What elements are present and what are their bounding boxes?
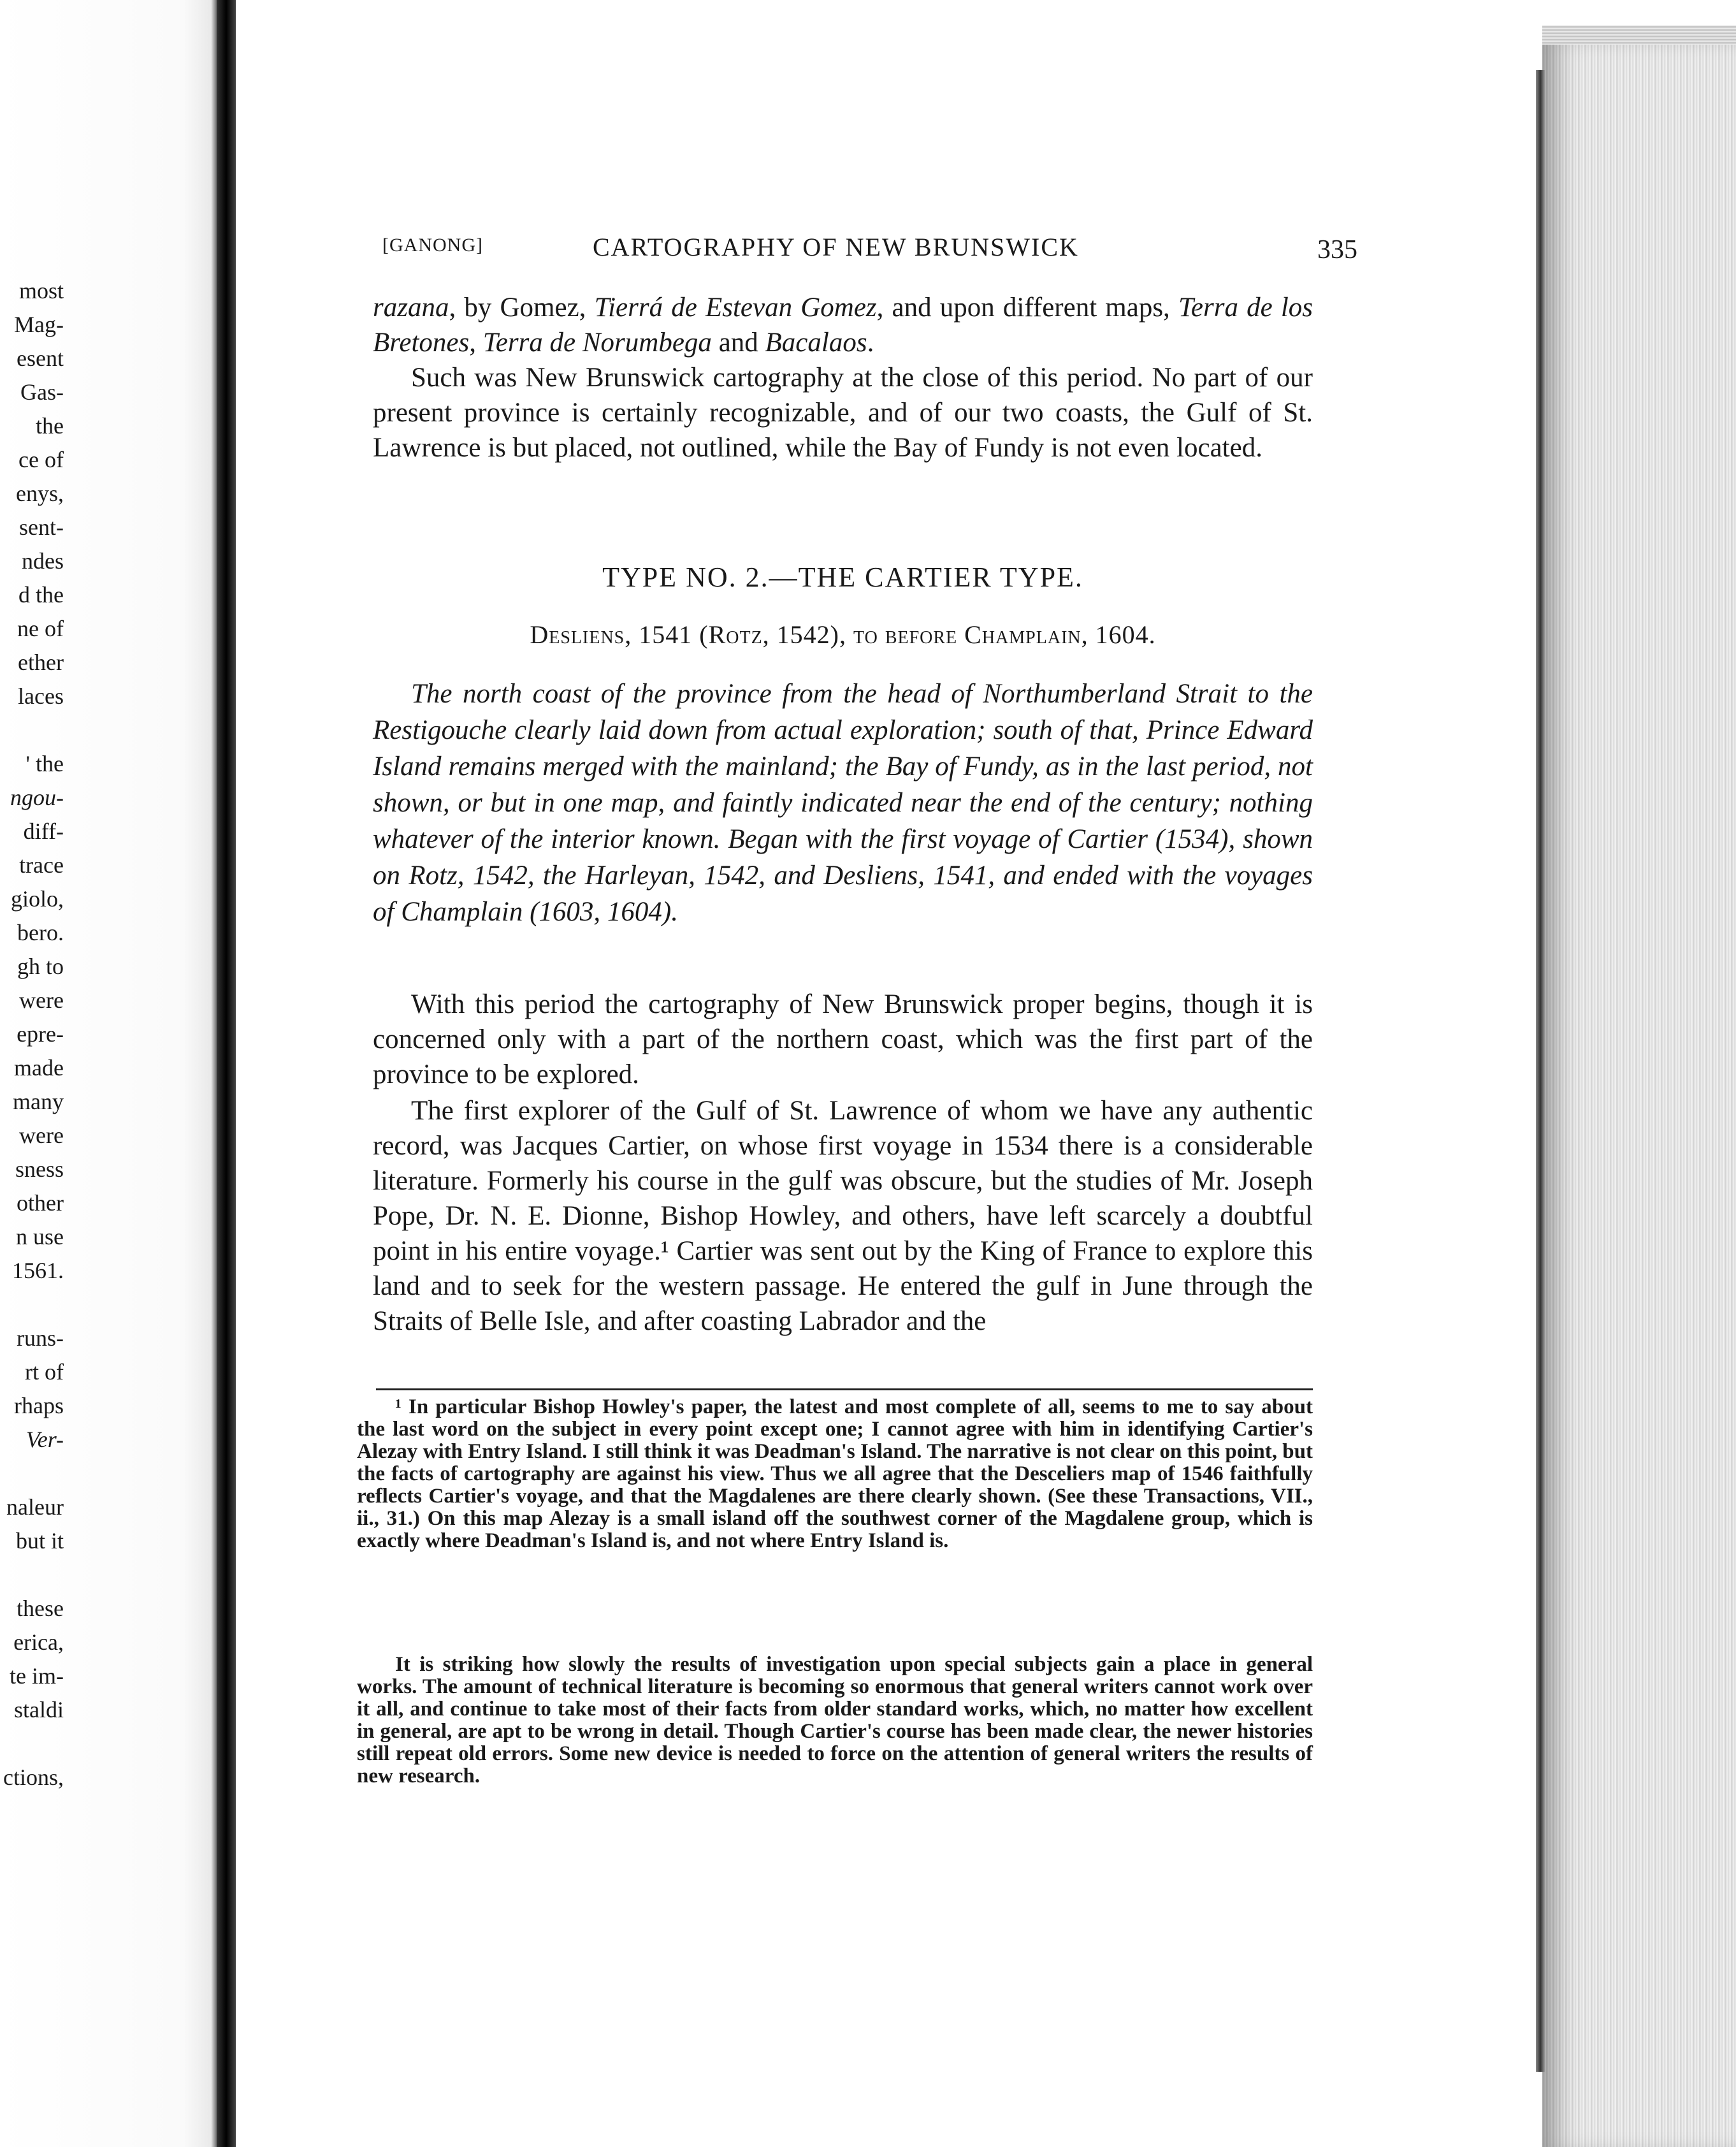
prev-line: laces [18, 683, 64, 709]
prev-line: d the [18, 582, 64, 608]
prev-line: trace [19, 852, 64, 878]
prev-line: n use [16, 1224, 64, 1249]
section-summary: The north coast of the province from the head of Northumberland Strait to the Restigouche clearly laid down from actual exploration; south of that, Prince Edward Island remains merged with the mainland; the Bay of Fundy, as in the last period, not shown, or but in one map, and faintly indicated near the end of the century; nothing whatever of the interior known. Began with the first voyage of Cartier (1534), shown on Rotz, 1542, the Harleyan, 1542, and Desliens, 1541, and ended with the voyages of Champlain (1603, 1604). [373, 679, 1313, 927]
footnote-2: It is striking how slowly the results of investigation upon special subjects gain a place in general works. The amount of technical literature is becoming so enormous that general writers cannot work over it all, and continue to take most of their facts from older standard works, which, no matter how excellent in general, are apt to be wrong in detail. Though Cartier's course has been made clear, the newer histories still repeat old errors. Some new device is needed to force on the attention of general writers the results of new research. [357, 1653, 1313, 1787]
prev-line: but it [15, 1528, 64, 1554]
prev-line: enys, [16, 481, 64, 506]
page-stack-edges [1542, 45, 1736, 2147]
section-heading: TYPE NO. 2.—THE CARTIER TYPE. [602, 562, 1083, 593]
book-binding [217, 0, 236, 2147]
text-span: Tierrá de Estevan Gomez [594, 293, 877, 323]
page-edge-shadow [1536, 70, 1545, 2072]
prev-line: 1561. [12, 1258, 64, 1283]
text-span: Terra de los Bretones [373, 293, 1313, 358]
prev-line: runs- [17, 1325, 64, 1351]
prev-line: ce of [18, 447, 64, 472]
prev-line: Gas- [20, 379, 64, 405]
footnote-rule [376, 1388, 1313, 1390]
prev-line: these [17, 1596, 64, 1621]
prev-line: diff- [23, 819, 64, 844]
text-span: razana [373, 293, 449, 323]
running-head-title: CARTOGRAPHY OF NEW BRUNSWICK [593, 233, 1079, 261]
prev-line: te im- [10, 1663, 64, 1689]
prev-line: Mag- [14, 312, 64, 337]
prev-line: esent [17, 346, 64, 371]
section-subheading: Desliens, 1541 (Rotz, 1542), to before Champlain, 1604. [530, 620, 1156, 649]
prev-line: most [18, 278, 64, 303]
closing-paragraph: Such was New Brunswick cartography at the close of this period. No part of our present province is certainly recognizable, and of our two coasts, the Gulf of St. Lawrence is but placed, not outlined, while the Bay of Fundy is not even located. [373, 363, 1313, 463]
text-span: Terra de Norumbega [482, 328, 712, 358]
prev-line: rhaps [14, 1393, 64, 1418]
prev-line: bero. [17, 920, 64, 945]
prev-line: were [19, 987, 64, 1013]
prev-line: ' the [25, 751, 64, 776]
footnote-1: ¹ In particular Bishop Howley's paper, the latest and most complete of all, seems to me to say about the last word on the subject in every point except one; I cannot agree with him in identifying Cartier's Alezay with Entry Island. I still think it was Deadman's Island. The narrative is not clear on this point, but the facts of cartography are against his view. Thus we all agree that the Desceliers map of 1546 faithfully reflects Cartier's voyage, and that the Magdalenes are there clearly shown. (See these Transactions, VII., ii., 31.) On this map Alezay is a small island off the southwest corner of the Magdalene group, which is exactly where Deadman's Island is, and not where Entry Island is. [357, 1395, 1313, 1552]
prev-line: gh to [17, 954, 64, 979]
prev-line: ctions, [3, 1765, 64, 1790]
page-number: 335 [1317, 235, 1357, 265]
text-span: . [867, 328, 874, 358]
prev-line: ether [18, 650, 64, 675]
opening-paragraph [373, 290, 1313, 360]
prev-line: ngou- [10, 785, 64, 810]
prev-line: naleur [6, 1494, 64, 1520]
prev-line: staldi [14, 1697, 64, 1722]
prev-line: epre- [17, 1021, 64, 1047]
prev-line: giolo, [10, 886, 64, 912]
prev-line: the [36, 413, 64, 439]
body-paragraph-2: The first explorer of the Gulf of St. Lawrence of whom we have any authentic record, was Jacques Cartier, on whose first voyage in 1534 there is a considerable literature. Formerly his course in the gulf was obscure, but the studies of Mr. Joseph Pope, Dr. N. E. Dionne, Bishop Howley, and others, have left scarcely a doubtful point in his entire voyage.¹ Cartier was sent out by the King of France to explore this land and to seek for the western passage. He entered the gulf in June through the Straits of Belle Isle, and after coasting Labrador and the [373, 1096, 1313, 1336]
prev-line: were [19, 1123, 64, 1148]
prev-line: many [13, 1089, 64, 1114]
prev-line: sness [15, 1156, 64, 1182]
running-head-author: [GANONG] [382, 235, 483, 256]
running-head [382, 235, 1357, 273]
text-span: , [469, 328, 483, 358]
body-paragraph-1: With this period the cartography of New Brunswick proper begins, though it is concerned only with a part of the northern coast, which was the first part of the province to be explored. [373, 989, 1313, 1089]
text-span: , by Gomez, [449, 293, 595, 323]
prev-line: Ver- [25, 1427, 64, 1452]
text-span: Bacalaos [765, 328, 867, 358]
prev-line: ndes [22, 548, 64, 574]
previous-page-text [0, 274, 64, 1794]
prev-line: rt of [25, 1359, 64, 1385]
prev-line: erica, [13, 1629, 64, 1655]
prev-line: ne of [17, 616, 64, 641]
prev-line: other [17, 1190, 64, 1216]
prev-line: made [14, 1055, 64, 1081]
text-span: and [711, 328, 765, 358]
text-span: , and upon different maps, [876, 293, 1170, 323]
prev-line: sent- [19, 514, 64, 540]
